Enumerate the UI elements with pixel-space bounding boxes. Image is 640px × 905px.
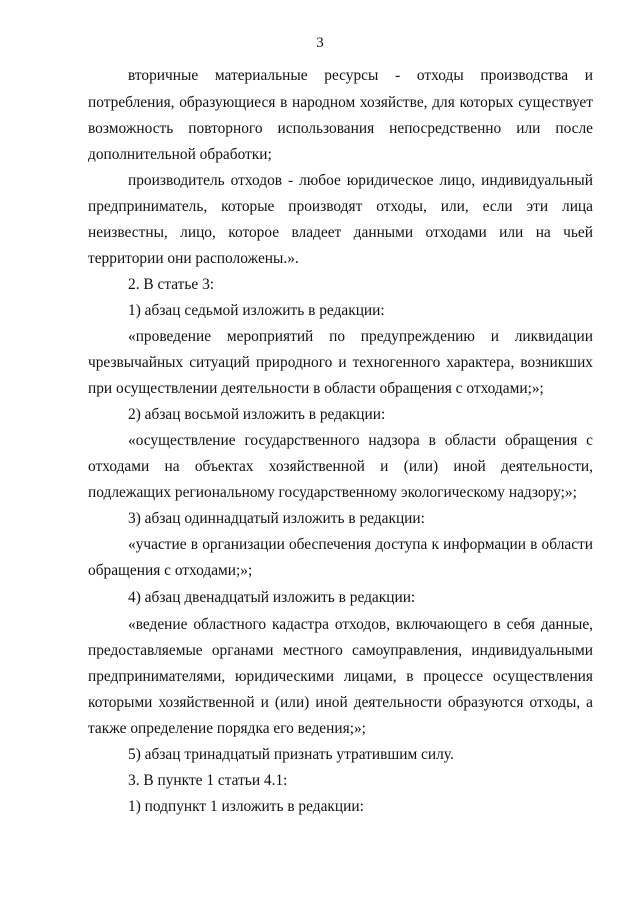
- text-line: 1) подпункт 1 изложить в редакции:: [128, 798, 364, 815]
- text-line: также определение порядка его ведения;»;: [88, 720, 366, 737]
- text-line: предприниматель, которые производят отходы, или, если эти лица: [88, 198, 593, 215]
- text-line: 2) абзац восьмой изложить в редакции:: [128, 406, 386, 423]
- text-line: потребления, образующиеся в народном хозяйстве, для которых существует: [88, 94, 593, 111]
- text-line: 3) абзац одиннадцатый изложить в редакции:: [128, 510, 425, 527]
- text-line: производитель отходов - любое юридическое лицо, индивидуальный: [128, 172, 593, 189]
- text-line: 1) абзац седьмой изложить в редакции:: [128, 302, 385, 319]
- text-line: предпринимателями, юридическими лицами, в процессе осуществления: [88, 668, 593, 685]
- text-line: при осуществлении деятельности в области обращения с отходами;»;: [88, 380, 544, 397]
- page-number: 3: [316, 35, 324, 51]
- text-line: «осуществление государственного надзора в области обращения с: [128, 432, 593, 449]
- text-line: обращения с отходами;»;: [88, 562, 253, 579]
- text-line: дополнительной обработки;: [88, 146, 272, 163]
- text-line: «проведение мероприятий по предупреждению и ликвидации: [128, 328, 593, 345]
- text-line: «участие в организации обеспечения доступа к информации в области: [128, 536, 593, 553]
- text-line: 5) абзац тринадцатый признать утратившим силу.: [128, 746, 454, 763]
- text-line: подлежащих региональному государственному экологическому надзору;»;: [88, 484, 577, 501]
- text-line: 3. В пункте 1 статьи 4.1:: [128, 772, 288, 789]
- text-line: возможность повторного использования непосредственно или после: [88, 120, 593, 137]
- text-line: территории они расположены.».: [88, 250, 299, 267]
- text-line: предоставляемые органами местного самоуправления, индивидуальными: [88, 642, 593, 659]
- text-line: неизвестны, лицо, которое владеет данными отходами или на чьей: [88, 224, 593, 241]
- text-line: 2. В статье 3:: [128, 276, 215, 293]
- text-line: чрезвычайных ситуаций природного и техногенного характера, возникших: [88, 354, 593, 371]
- text-line: «ведение областного кадастра отходов, включающего в себя данные,: [128, 616, 593, 633]
- text-line: которыми хозяйственной и (или) иной деятельности образуются отходы, а: [88, 694, 593, 711]
- text-line: 4) абзац двенадцатый изложить в редакции:: [128, 589, 416, 606]
- text-line: вторичные материальные ресурсы - отходы производства и: [128, 67, 593, 84]
- text-line: отходами на объектах хозяйственной и (или) иной деятельности,: [88, 458, 593, 475]
